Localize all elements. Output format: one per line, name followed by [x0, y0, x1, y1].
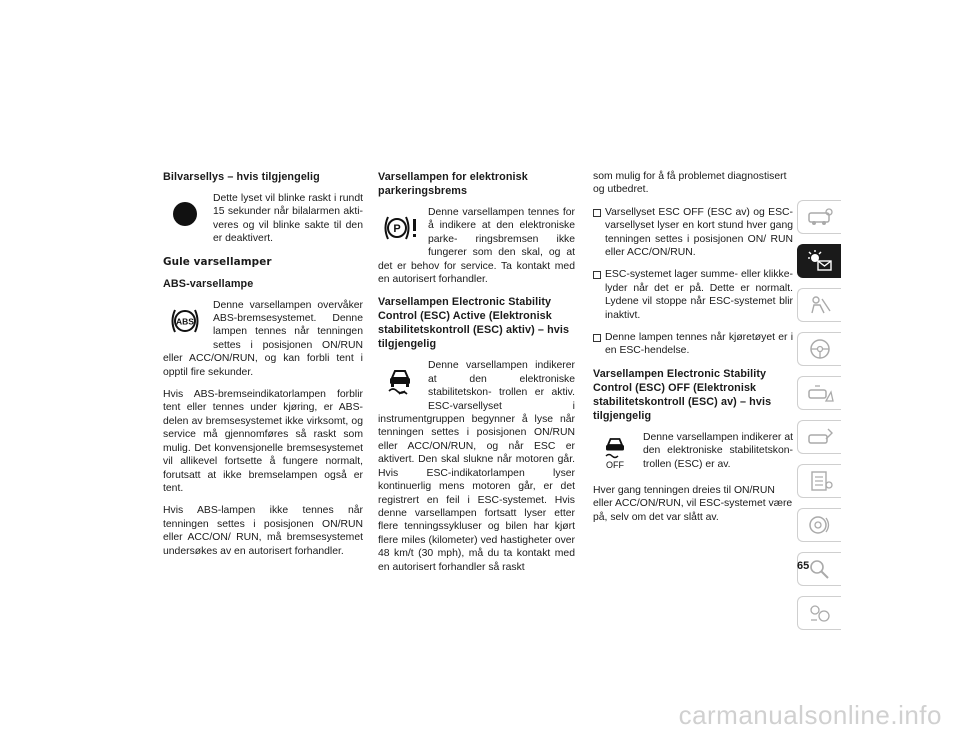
safety-icon	[806, 295, 834, 315]
list-item: Varsellyset ESC OFF (ESC av) og ESC-varsellyset lyser en kort stund hver gang tenningen settes i posisjonen ON/ RUN eller ACC/ON/RUN.	[593, 206, 793, 260]
svg-text:OFF: OFF	[606, 459, 624, 470]
emergency-icon	[806, 383, 834, 403]
esc-off-icon	[593, 433, 637, 473]
warning-lights-icon	[806, 250, 834, 272]
tab-safety[interactable]	[797, 288, 841, 322]
abs-warning-icon	[163, 301, 207, 341]
page-number: 65	[797, 560, 810, 572]
abs-paragraph-2: Hvis ABS-bremseindikatorlampen forblir tent eller tennes under kjøring, er ABS-delen av bremsesystemet ikke virksomt, og service må gjennomføres så raskt som mulig. Det konvensjonelle bremsesystemet vil allikevel fortsette å fungere normalt, forutsatt at ikke bremselampen også er tent.	[163, 389, 363, 494]
security-light-text: Dette lyset vil blinke raskt i rundt 15 sekunder når bilalarmen akti- veres og vil blinke sakte til den er deaktivert.	[213, 193, 363, 245]
tab-steering[interactable]	[797, 332, 841, 366]
epb-block	[378, 206, 575, 286]
heading-esc-off: Varsellampen Electronic Stability Control (ESC) OFF (Elektronisk stabilitetskontroll (ESC) av) – hvis tilgjengelig	[593, 367, 772, 422]
svg-text:P: P	[393, 223, 401, 235]
watermark: carmanualsonline.info	[678, 700, 942, 730]
esc-off-text: Denne varsellampen indikerer at den elektroniske stabilitetskon- trollen (ESC) er av.	[643, 431, 793, 470]
svg-text:ABS: ABS	[176, 316, 194, 327]
tab-warning-lights[interactable]	[797, 244, 841, 278]
tab-index[interactable]	[797, 596, 841, 630]
car-info-icon	[806, 207, 834, 227]
esc-off-paragraph: Hver gang tenningen dreies til ON/RUN eller ACC/ON/RUN, vil ESC-systemet være på, selv om det var slått av.	[593, 484, 793, 523]
security-light-block	[163, 192, 363, 246]
tab-emergency[interactable]	[797, 376, 841, 410]
esc-bullet-list	[593, 206, 793, 358]
abs-paragraph-3: Hvis ABS-lampen ikke tennes når tenningen settes i posisjonen ON/RUN eller ACC/ON/ RUN, må bremsesystemet undersøkes av en autorisert forhandler.	[163, 505, 363, 557]
parking-brake-icon	[378, 208, 422, 248]
esc-continued-text: som mulig for å få problemet diagnostisert og utbedret.	[593, 171, 787, 196]
tab-specs[interactable]	[797, 464, 841, 498]
list-item: ESC-systemet lager summe- eller klikke- lyder når det er på. Dette er normalt. Lydene vil stoppe når ESC-systemet blir inaktivt.	[593, 268, 793, 322]
esc-active-block	[378, 359, 575, 574]
list-item: Denne lampen tennes når kjøretøyet er i en ESC-hendelse.	[593, 331, 793, 358]
esc-active-text: Denne varsellampen indikerer at den elektroniske stabilitetskon- trollen er aktiv. ESC-varsellyset i instrumentgruppen begynner å lyse når tenningen settes i posisjonen ON/RUN eller ACC/ON/RUN, og når ESC er aktivert. Den skal slukne når motoren går. Hvis ESC-indikatorlampen lyser kontinuerlig mens motoren går, er det registrert en feil i ESC-systemet. Hvis denne varsellampen fortsatt lyser etter flere tenningssykluser og bilen har kjørt flere miles (kilometer) ved hastigheter over 48 km/t (30 mph), må du ta kontakt med en autorisert forhandler så raskt	[378, 360, 575, 573]
tab-service[interactable]	[797, 420, 841, 454]
heading-epb: Varsellampen for elektronisk parkeringsbrems	[378, 171, 528, 197]
epb-text: Denne varsellampen tennes for å indikere at den elektroniske parke- ringsbremsen ikke fungerer som den skal, og at det er behov for service. Ta kontakt med en autorisert forhandler.	[378, 207, 575, 286]
esc-active-icon	[378, 361, 422, 401]
column-middle	[378, 170, 575, 583]
heading-abs: ABS-varsellampe	[163, 277, 254, 290]
index-icon	[806, 602, 834, 624]
service-icon	[806, 427, 834, 447]
heading-yellow-lights: Gule varsellamper	[163, 255, 272, 268]
abs-text: Denne varsellampen overvåker ABS-bremsesystemet. Denne lampen tennes når tenningen settes i posisjonen ON/RUN eller ACC/ON/RUN, og kan forbli tent i opptil fire sekunder.	[163, 299, 363, 378]
esc-off-block	[593, 431, 793, 475]
chapter-tabs	[797, 200, 841, 640]
abs-block	[163, 299, 363, 379]
tab-multimedia[interactable]	[797, 508, 841, 542]
heading-esc-active: Varsellampen Electronic Stability Control (ESC) Active (Elektronisk stabilitetskontroll (ESC) aktiv) – hvis tilgjengelig	[378, 296, 570, 351]
heading-security-light: Bilvarsellys – hvis tilgjengelig	[163, 171, 320, 183]
security-light-icon	[163, 194, 207, 234]
multimedia-icon	[806, 514, 834, 536]
specs-icon	[806, 470, 834, 492]
column-right	[593, 170, 793, 533]
column-left	[163, 170, 363, 567]
steering-icon	[806, 338, 834, 360]
tab-car-info[interactable]	[797, 200, 841, 234]
search-icon	[806, 558, 834, 580]
